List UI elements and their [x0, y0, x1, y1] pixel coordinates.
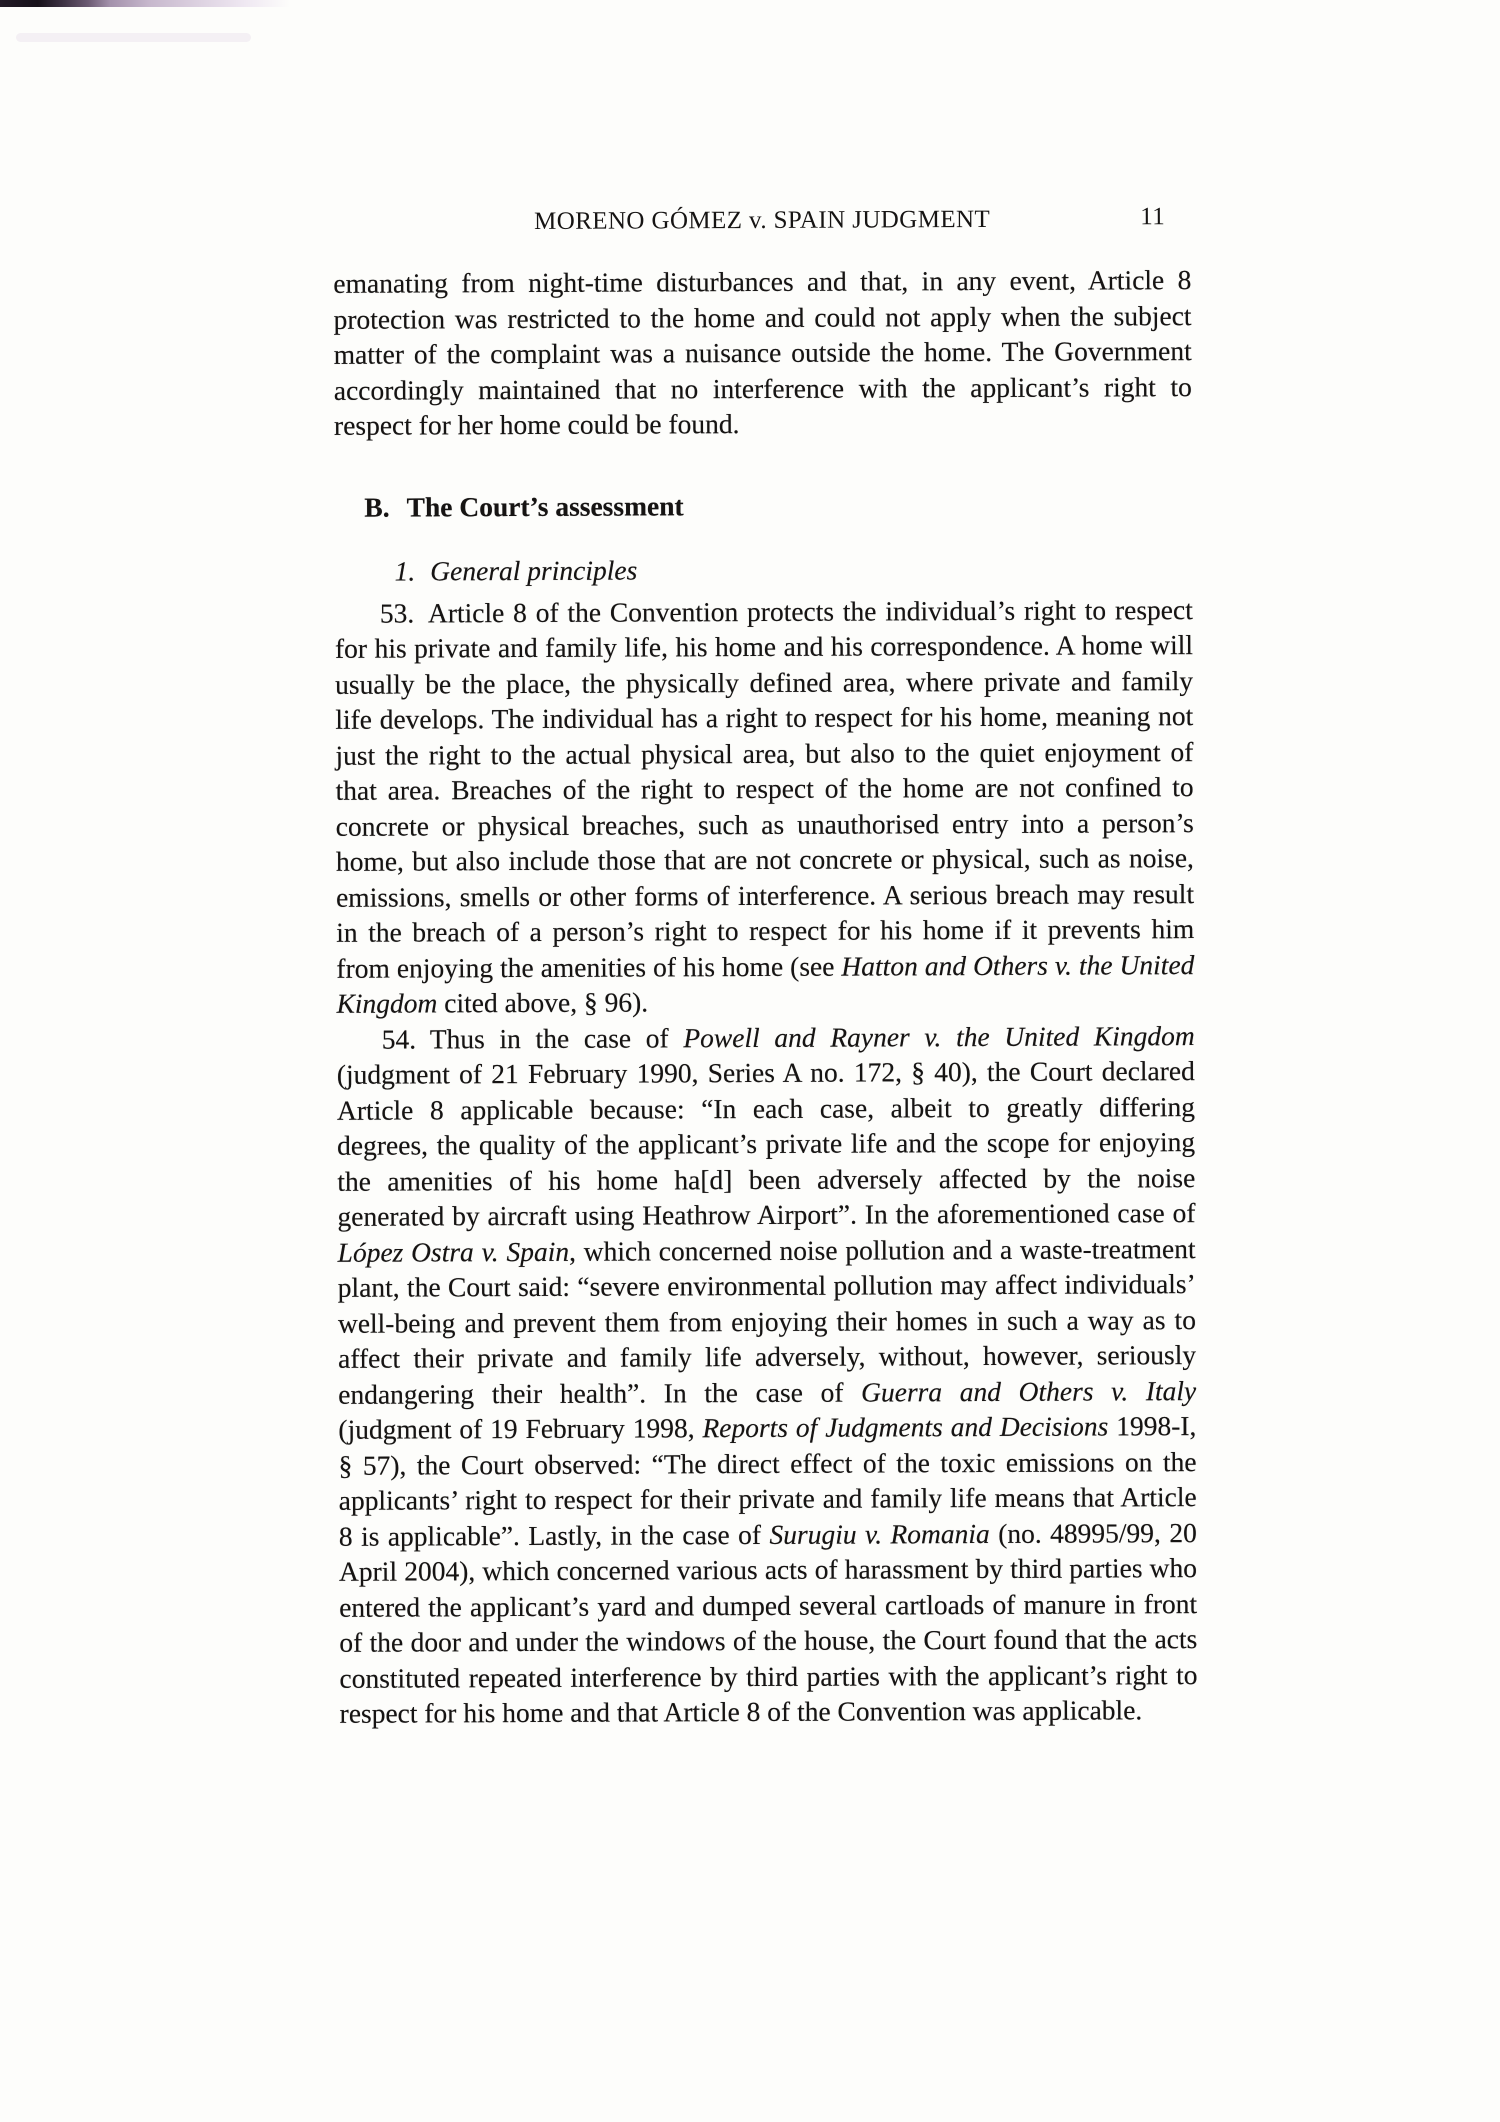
paragraph-54	[337, 1018, 1198, 1732]
text-segment: 53. Article 8 of the Convention protects the individual’s right to respect for his private and family life, his home and his correspondence. A home will usually be the place, the physically defined area, where private and family life develops. The individual has a right to respect for his home, meaning not just the right to the actual physical area, but also to the quiet enjoyment of that area. Breaches of the right to respect of the home are not confined to concrete or physical breaches, such as unauthorised entry into a person’s home, but also include those that are not concrete or physical, such as noise, emissions, smells or other forms of interference. A serious breach may result in the breach of a person’s right to respect for his home if it prevents him from enjoying the amenities of his home (see	[334, 593, 1195, 984]
section-heading-label: B.	[364, 491, 390, 523]
text-segment: (judgment of 19 February 1998,	[338, 1412, 703, 1445]
text-segment: cited above, § 96).	[437, 986, 649, 1019]
paragraph-53	[335, 592, 1195, 1022]
text-segment: , which concerned noise pollution and a waste-treatment plant, the Court said: “severe environmental pollution may affect individuals’ well-being and prevent them from enjoying their homes in such a way as to affect their private and family life adversely, without, however, seriously endangering their health”. In the case of	[337, 1232, 1197, 1410]
case-citation: Surugiu v. Romania	[769, 1517, 990, 1550]
subsection-heading-text: General principles	[430, 554, 638, 587]
text-segment: 54. Thus in the case of	[381, 1021, 684, 1055]
judgment-text-block	[333, 262, 1197, 1731]
paragraph-continuation	[333, 262, 1192, 443]
text-segment: (no. 48995/99, 20 April 2004), which concerned various acts of harassment by third parties who entered the applicant’s yard and dumped several cartloads of manure in front of the door and under the windows of the house, the Court found that the acts constituted repeated interference by third parties with the applicant’s right to respect for his home and that Article 8 of the Convention was applicable.	[338, 1516, 1198, 1729]
case-citation: López Ostra v. Spain	[337, 1235, 570, 1268]
case-citation: Hatton and Others v. the United Kingdom	[336, 948, 1195, 1019]
section-heading-b	[364, 486, 1192, 525]
section-heading-text: The Court’s assessment	[406, 489, 684, 522]
running-header	[333, 205, 1191, 237]
case-citation: Guerra and Others v. Italy	[861, 1374, 1197, 1408]
subsection-heading-label: 1.	[394, 555, 416, 587]
text-segment: emanating from night-time disturbances and that, in any event, Article 8 protection was restricted to the home and could not apply when the subject matter of the complaint was a nuisance outside the home. The Government accordingly maintained that no interference with the applicant’s right to respect for her home could be found.	[333, 264, 1192, 441]
page-number: 11	[1140, 203, 1166, 231]
text-segment: (judgment of 21 February 1990, Series A no. 172, § 40), the Court declared Article 8 applicable because: “In each case, albeit to greatly differing degrees, the quality of the applicant’s private life and the scope for enjoying the amenities of his home ha[d] been adversely affected by the noise generated by aircraft using Heathrow Airport”. In the aforementioned case of	[336, 1055, 1196, 1232]
subsection-heading-1	[395, 550, 1193, 589]
text-segment: 1998-I, § 57), the Court observed: “The direct effect of the toxic emissions on the applicants’ right to respect for their private and family life means that Article 8 is applicable”. Lastly, in the case of	[338, 1410, 1197, 1552]
case-citation: Reports of Judgments and Decisions	[702, 1410, 1109, 1444]
case-citation: Powell and Rayner v. the United Kingdom	[683, 1019, 1195, 1053]
running-header-title: MORENO GÓMEZ v. SPAIN JUDGMENT	[534, 205, 991, 235]
